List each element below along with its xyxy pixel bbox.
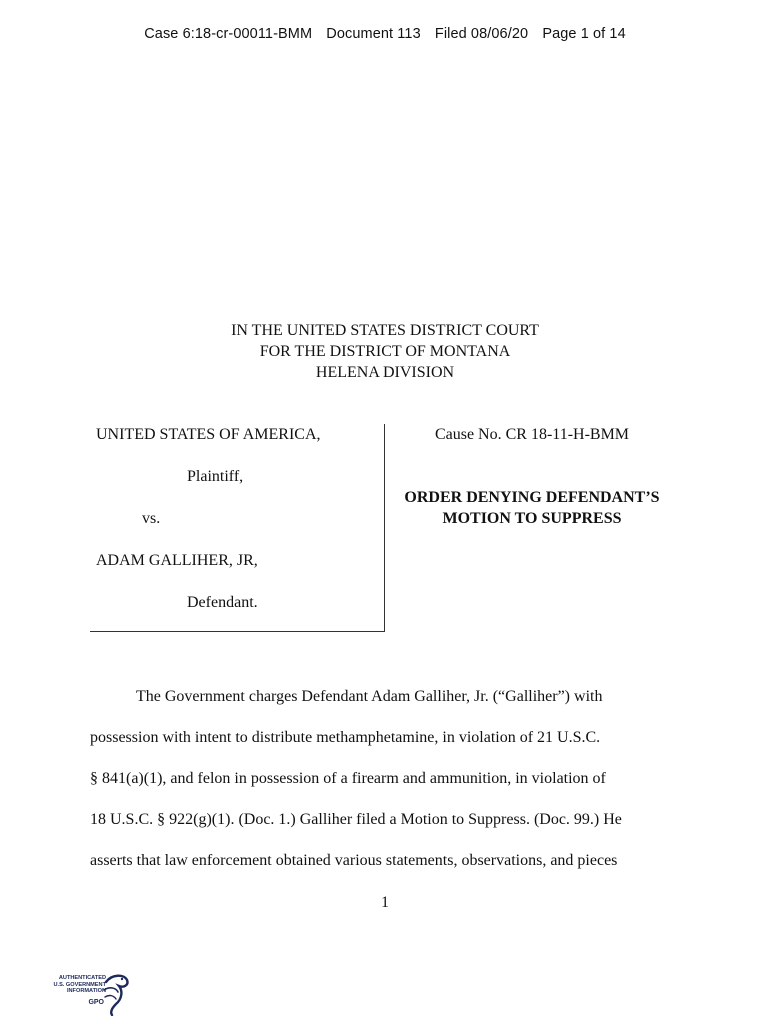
order-title-line: ORDER DENYING DEFENDANT’S <box>404 489 660 506</box>
case-caption-parties <box>90 424 385 632</box>
body-line: The Government charges Defendant Adam Galliher, Jr. (“Galliher”) with <box>136 688 603 705</box>
order-title <box>384 487 680 529</box>
seal-text <box>44 975 106 995</box>
filing-header-stamp <box>0 26 770 42</box>
court-name: IN THE UNITED STATES DISTRICT COURT <box>231 322 539 339</box>
eagle-icon <box>102 972 130 1016</box>
body-line: 18 U.S.C. § 922(g)(1). (Doc. 1.) Galliher filed a Motion to Suppress. (Doc. 99.) He <box>90 811 622 828</box>
court-division: HELENA DIVISION <box>315 364 455 381</box>
order-body <box>90 676 680 881</box>
plaintiff-role: Plaintiff, <box>187 468 244 485</box>
versus-label: vs. <box>142 510 161 527</box>
body-line: possession with intent to distribute methamphetamine, in violation of 21 U.S.C. <box>90 729 601 746</box>
page-number: 1 <box>381 894 389 911</box>
court-heading <box>0 320 770 383</box>
order-title-line: MOTION TO SUPPRESS <box>442 510 622 527</box>
body-line: asserts that law enforcement obtained various statements, observations, and pieces <box>90 852 618 869</box>
plaintiff-name: UNITED STATES OF AMERICA, <box>96 426 321 443</box>
case-number: Case 6:18-cr-00011-BMM <box>144 26 313 42</box>
filed-date: Filed 08/06/20 <box>434 26 529 42</box>
page-count: Page 1 of 14 <box>542 26 626 42</box>
gpo-mark: GPO <box>88 999 104 1006</box>
body-line: § 841(a)(1), and felon in possession of a firearm and ammunition, in violation of <box>90 770 606 787</box>
document-number: Document 113 <box>326 26 421 42</box>
court-district: FOR THE DISTRICT OF MONTANA <box>259 343 511 360</box>
seal-line: U.S. GOVERNMENT <box>53 981 106 988</box>
seal-line: INFORMATION <box>66 988 106 995</box>
defendant-name: ADAM GALLIHER, JR, <box>96 552 258 569</box>
defendant-role: Defendant. <box>187 594 258 611</box>
seal-line: AUTHENTICATED <box>58 975 106 981</box>
cause-number: Cause No. CR 18-11-H-BMM <box>434 426 630 443</box>
gpo-authentication-seal <box>44 972 128 1016</box>
